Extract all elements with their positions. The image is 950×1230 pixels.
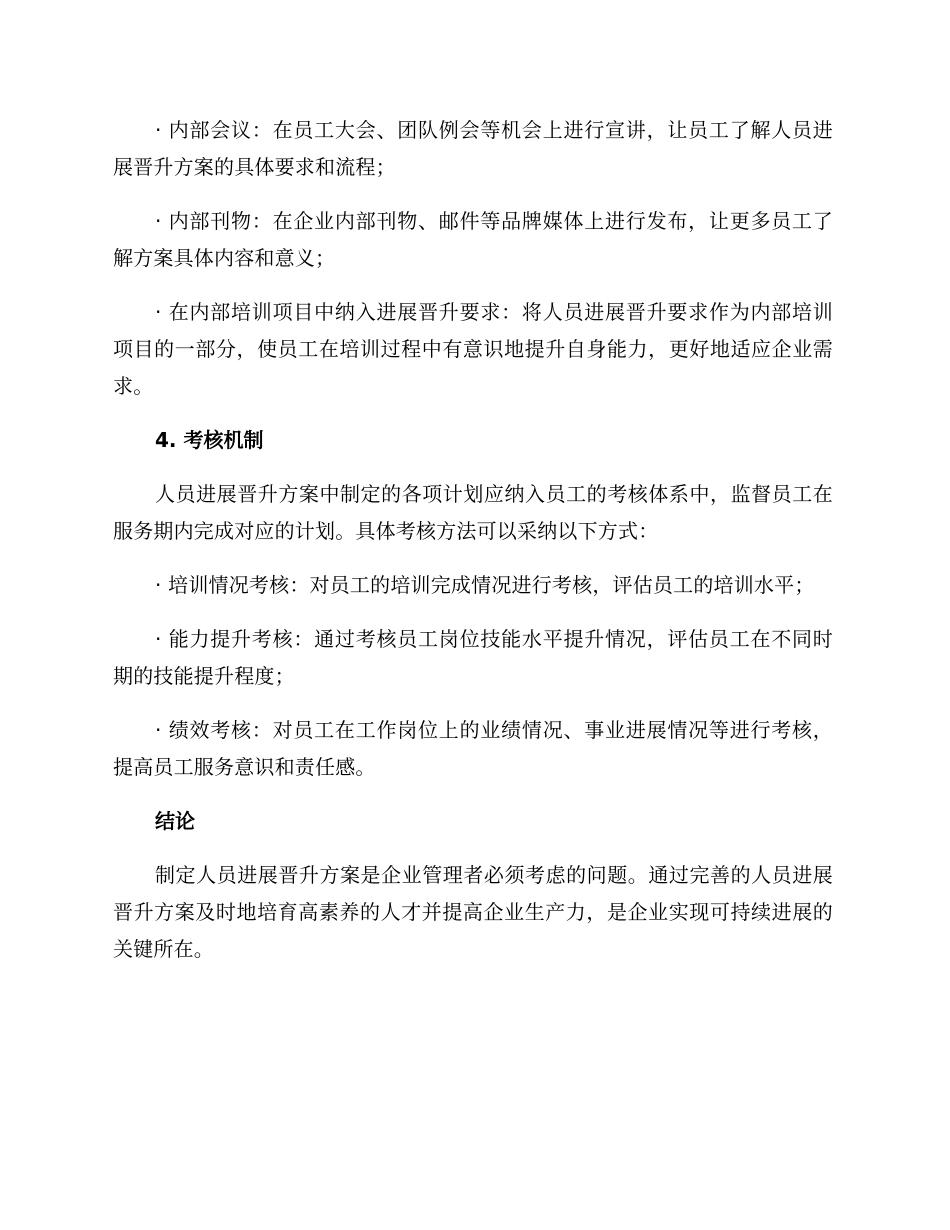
section-heading-assessment: 4. 考核机制 [155, 428, 264, 452]
bullet-internal-publication: · 内部刊物：在企业内部刊物、邮件等品牌媒体上进行发布，让更多员工了解方案具体内容和意义； [113, 209, 833, 270]
bullet-ability-assessment: · 能力提升考核：通过考核员工岗位技能水平提升情况，评估员工在不同时期的技能提升程度； [113, 627, 833, 688]
bullet-training-requirement: · 在内部培训项目中纳入进展晋升要求：将人员进展晋升要求作为内部培训项目的一部分，使员工在培训过程中有意识地提升自身能力，更好地适应企业需求。 [113, 300, 833, 398]
bullet-training-assessment: · 培训情况考核：对员工的培训完成情况进行考核，评估员工的培训水平； [155, 573, 815, 597]
bullet-internal-meeting: · 内部会议：在员工大会、团队例会等机会上进行宣讲，让员工了解人员进展晋升方案的具体要求和流程； [113, 118, 833, 179]
bullet-performance-assessment: · 绩效考核：对员工在工作岗位上的业绩情况、事业进展情况等进行考核，提高员工服务意识和责任感。 [113, 718, 833, 779]
document-page [113, 112, 833, 985]
conclusion-paragraph: 制定人员进展晋升方案是企业管理者必须考虑的问题。通过完善的人员进展晋升方案及时地培育高素养的人才并提高企业生产力，是企业实现可持续进展的关键所在。 [113, 863, 833, 961]
assessment-intro-paragraph: 人员进展晋升方案中制定的各项计划应纳入员工的考核体系中，监督员工在服务期内完成对应的计划。具体考核方法可以采纳以下方式： [113, 482, 833, 543]
section-heading-conclusion: 结论 [155, 809, 195, 833]
